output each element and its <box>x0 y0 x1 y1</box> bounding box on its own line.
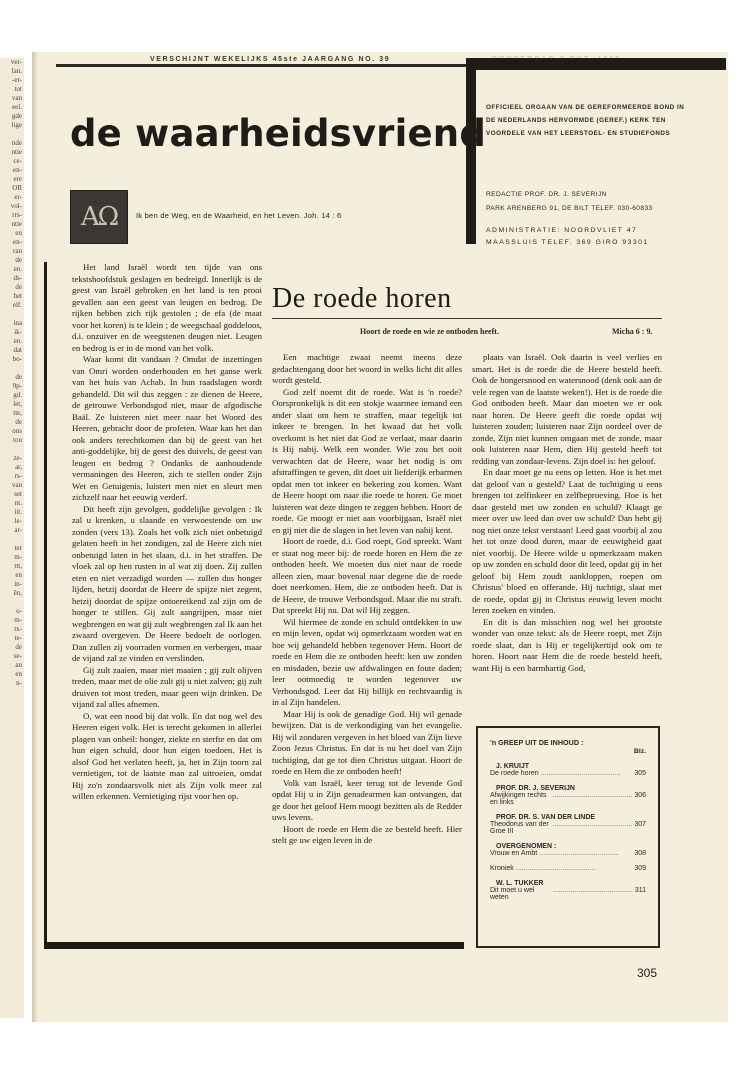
left-column-rule <box>44 262 47 948</box>
prev-page-fragment: ina <box>13 319 22 327</box>
prev-page-fragment: van <box>11 94 22 102</box>
page-number: 305 <box>637 966 658 980</box>
toc-title: Theodorus van der Groe III <box>490 821 549 835</box>
prev-page-fragment: ere <box>13 175 22 183</box>
prev-page-fragment: o- <box>16 607 22 615</box>
prev-page-fragment: ze- <box>13 454 22 462</box>
prev-page-fragment: bo- <box>12 355 22 363</box>
prev-page-fragment: ds- <box>13 274 22 282</box>
prev-page-fragment: te- <box>14 634 22 642</box>
prev-page-fragment: en. <box>13 265 22 273</box>
admin-line: ADMINISTRATIE: NOORDVLIET 47 <box>486 227 638 234</box>
prev-page-fragment: de <box>15 256 22 264</box>
toc-page-label: Blz. <box>633 748 646 755</box>
prev-page-fragment: tx- <box>14 625 22 633</box>
paragraph: plaats van Israël. Ook daarin is veel verlies en smart. Het is de roede die de Heere besteld heeft. Ook de hongersnood en watersnood (denk ook aan de vele regen van de laatste weken!). Het is de roede die God ontboden heeft. Maar dan moeten we er ook naar horen. De Heere geeft die roede opdat wij luisteren zouden; luisteren naar Zijn oordeel over de zonde, Zijn niet kunnen omgaan met de zonde, maar ook luisteren naar Hem, dien Hij gesteld heeft tot redding van zondaar-levens. Zijn doel is: het geloof. <box>472 352 662 466</box>
toc-header <box>490 738 646 755</box>
header-top-strip <box>476 58 726 70</box>
toc-leader: ......................................... <box>540 770 621 777</box>
prev-page-fragment: -er- <box>12 76 22 84</box>
column-3 <box>472 352 662 674</box>
prev-page-fragment: rrs- <box>12 211 22 219</box>
toc-page: 306 <box>634 792 646 799</box>
toc-item <box>490 865 646 872</box>
prev-page-fragment: en- <box>13 166 22 174</box>
title-rule <box>272 318 662 319</box>
header-rule <box>56 64 466 67</box>
paragraph: God zelf noemt dit de roede. Wat is 'n roede? Oorspronkelijk is dit een stokje waarmee iemand een ander slaat om hem te straffen, maar tegelijk tot inkeer te brengen. In het kwaad dat het volk overkomt is het niet dat God ze verlaat, maar daarin is Hij nabij. Welk een wonder. Wie zou het ooit verwachten dat de Heere, waar het nodig is om afstraffingen te geven, dit doet uit liefderijk erbarmen opdat men tot inkeer en bekering zou komen. Want de Heere hoopt om naar die roede te horen. Ge moet luisteren wat deze dingen te zeggen hebben. Hoort de roede. Ge moogt er niet aan voorbijgaan, Israël niet en gij niet die de slagen in het leven van nabij kent. <box>272 386 462 535</box>
prev-page-fragment: OR <box>12 184 22 192</box>
previous-page-edge <box>0 58 24 1018</box>
column-2 <box>272 352 462 847</box>
toc-title: Vrouw en Ambt <box>490 850 538 857</box>
prev-page-fragment: ran <box>13 247 22 255</box>
editor-address: PARK ARENBERG 91, DE BILT TELEF. 030-60833 <box>486 205 653 212</box>
editor-line: REDACTIE PROF. DR. J. SEVERIJN <box>486 191 607 198</box>
toc-title: De roede horen <box>490 770 539 777</box>
paragraph: Waar komt dit vandaan ? Omdat de inzettingen van Omri worden onderhouden en het ganse werk van het huis van Achab. In hun raadslagen wordt gehandeld. Dit wil dus zeggen : ze dienen de Heere, de getrouwe Verbondsgod niet, maar de afgodische Baäl. Ze luisteren niet meer naar het Woord des Heeren, gebracht door de profeten. Waar kan het dan ook anders terechtkomen dan bij de geest van het anti-goddelijke, bij de geest des duivels, de geest van leugen en bedrog ? Ondanks de aanhoudende vermaningen des Heeren, zich te stellen onder Zijn Wet en Getuigenis, luistert men niet en sleurt men zichzelf naar het eeuwig verderf. <box>72 354 262 502</box>
editorial-info <box>486 188 716 216</box>
article-subtitle: Hoort de roede en wie ze ontboden heeft. <box>360 327 499 336</box>
prev-page-fragment: gd. <box>13 391 22 399</box>
prev-page-fragment: ntie <box>11 148 22 156</box>
prev-page-fragment: let, <box>13 400 22 408</box>
page-fold <box>32 52 38 1022</box>
toc-title: Kroniek <box>490 865 514 872</box>
prev-page-fragment: de <box>15 373 22 381</box>
prev-page-fragment: er- <box>14 193 22 201</box>
toc-leader: ......................................... <box>553 887 633 894</box>
prev-page-fragment: tot <box>14 85 22 93</box>
paragraph: Gij zult zaaien, maar niet maaien ; gij zult olijven treden, maar met de olie zult gij u niet zalven; gij zult druiven tot most treden, maar geen wijn drinken. De vijand zal alles afnemen. <box>72 664 262 709</box>
toc-title: Dit moet u wel weten <box>490 887 535 901</box>
toc-item <box>490 843 646 857</box>
logo-text: AΩ <box>80 202 118 232</box>
prev-page-fragment: elf. <box>12 301 22 309</box>
toc-item <box>490 763 646 777</box>
paragraph: En dit is dan misschien nog wel het grootste wonder van onze tekst: als de Heere roept, met Zijn roede slaat, dan is Hij er tegelijkertijd ook om te horen. Hoort naar Hem die de roede besteld heeft, want Hij is een barmhartig God, <box>472 616 662 673</box>
toc-page: 307 <box>634 821 646 828</box>
prev-page-fragment: m- <box>14 616 22 624</box>
prev-page-fragment <box>0 364 24 373</box>
prev-page-fragment: 9p- <box>12 382 22 390</box>
table-of-contents <box>476 726 660 948</box>
alpha-omega-logo <box>70 190 128 244</box>
prev-page-fragment: ên, <box>13 589 22 597</box>
toc-leader: ......................................... <box>552 821 633 828</box>
toc-item <box>490 880 646 901</box>
prev-page-fragment: ntie <box>11 220 22 228</box>
prev-page-fragment: en- <box>13 238 22 246</box>
prev-page-fragment: tte, <box>13 409 22 417</box>
prev-page-fragment: tou <box>13 436 22 444</box>
toc-title: Afwijkingen rechts en links <box>490 792 547 806</box>
prev-page-fragment: lige <box>11 121 22 129</box>
paragraph: Maar Hij is ook de genadige God. Hij wil genade bewijzen. Dat is de verkondiging van het evangelie. Hij wil zondaren vergeven in het bloed van Zijn lieve Zoon Jezus Christus. En dat is nu het doel van Zijn tuchtiging, dat ge tot dien Christus uitgaat. Hoort de roede en Hem die ze ontboden heeft! <box>272 708 462 776</box>
prev-page-fragment <box>0 598 24 607</box>
prev-page-fragment: vol- <box>10 202 22 210</box>
administration-info <box>486 225 716 249</box>
prev-page-fragment: in- <box>14 580 22 588</box>
prev-page-fragment: se- <box>13 652 22 660</box>
toc-author: PROF. DR. S. VAN DER LINDE <box>496 814 596 821</box>
article-title: De roede horen <box>272 283 452 314</box>
paragraph: Hoort de roede en Hem die ze besteld heeft. Hier stelt ge uw eigen leven in de <box>272 823 462 845</box>
issue-line: VERSCHIJNT WEKELIJKS 45ste JAARGANG NO. 39 <box>150 56 391 63</box>
masthead: de waarheidsvriend <box>70 112 487 155</box>
toc-leader: ......................................... <box>539 850 619 857</box>
prev-page-fragment <box>0 310 24 319</box>
paragraph: Hoort de roede, d.i. God roept, God spreekt. Want er staat nog meer bij: de roede horen en Hem die ze ontboden heeft. We moeten dus niet naar de roede alleen zien, maar bovenal naar degene die de roede doet neerkomen. Hem, die ze ontboden heeft. Dat is de Heere, de trouwe Verbondsgod. Maar die nu straft. Dat spreekt Hij nu. Dat wil Hij zeggen. <box>272 536 462 615</box>
prev-page-fragment: de <box>15 643 22 651</box>
paragraph: Dit heeft zijn gevolgen, goddelijke gevolgen : Ik zal u krenken, u slaande en verwoestende om uw zonden (vers 13). Zoals het volk zich niet onbetuigd gelaten heeft in het zondigen, zal de Heere zich niet onbetuigd laten in het slaan, d.i. in het straffen. De vloek zal op hen rusten in al wat zij doen. Zij zullen eten en niet verzadigd worden — zullen dus honger lijden, hetzij doordat de Heere de spijze niet zegent, hetzij doordat de spijze ontoereikend zal zijn om de honger te stillen. Gij zult aangrijpen, maar niet wegbrengen en wat gij zult wegbrengen zal Ik aan het zwaard overgeven. De Heere bedoelt de oorlogen. Dan zullen zij voorraden vormen en verbergen, maar de vijand zal ze vinden en verslinden. <box>72 503 262 663</box>
prev-page-fragment: en <box>15 670 22 678</box>
prev-page-fragment: ter <box>14 544 22 552</box>
prev-page-fragment: ver- <box>10 58 22 66</box>
toc-author: PROF. DR. J. SEVERIJN <box>496 785 575 792</box>
bottom-rule <box>44 942 464 949</box>
motto: Ik ben de Weg, en de Waarheid, en het Leven. Joh. 14 : 6 <box>136 211 342 220</box>
publisher-info: OFFICIEEL ORGAAN VAN DE GEREFORMEERDE BOND IN DE NEDERLANDS HERVORMDE (GEREF.) KERK TEN VOORDELE VAN HET LEERSTOEL- EN STUDIEFONDS <box>486 104 685 137</box>
prev-page-fragment: ce- <box>13 157 22 165</box>
column-1 <box>72 262 262 803</box>
toc-author: W. L. TUKKER <box>496 880 544 887</box>
paragraph: Volk van Israël, keer terug tot de levende God opdat Hij u in Zijn genadearmen kan ontvangen, dat ge door het geloof Hem moogt bezitten als de Redder uws levens. <box>272 777 462 822</box>
prev-page-fragment: het <box>13 292 22 300</box>
prev-page-fragment: dat <box>13 346 22 354</box>
toc-leader: ......................................... <box>515 865 596 872</box>
prev-page-fragment: nt. <box>14 499 22 507</box>
prev-page-fragment: van <box>11 481 22 489</box>
toc-page: 309 <box>634 865 646 872</box>
toc-author: J. KRUIJT <box>496 763 530 770</box>
prev-page-fragment: de <box>15 283 22 291</box>
prev-page-fragment: eel. <box>12 103 22 111</box>
prev-page-fragment: ar, <box>15 463 22 471</box>
prev-page-fragment: an <box>15 661 22 669</box>
prev-page-fragment: iit. <box>14 508 22 516</box>
prev-page-fragment: set <box>14 490 22 498</box>
admin-address: MAASSLUIS TELEF. 369 GIRO 93301 <box>486 239 649 246</box>
toc-item <box>490 814 646 835</box>
prev-page-fragment: lan. <box>11 67 22 75</box>
prev-page-fragment: le- <box>14 517 22 525</box>
prev-page-fragment <box>0 130 24 139</box>
toc-page: 308 <box>634 850 646 857</box>
prev-page-fragment <box>0 535 24 544</box>
prev-page-fragment: ons <box>12 427 22 435</box>
prev-page-fragment: n- <box>16 679 22 687</box>
paragraph: Wil hiermee de zonde en schuld ontdekken in uw en mijn leven, opdat wij opmerkzaam worden wat en hoe wij gehandeld hebben tegenover Hem. Hoort de roede en Hem die ze ontboden heeft: ken uw zonden en misdaden, bezie uw afdwalingen en foute daden; leer ootmoedig te worden tegenover uw Verbondsgod. Leer dat Hij billijk en rechtvaardig is in al Zijn handelen. <box>272 616 462 707</box>
prev-page-fragment: ar- <box>14 526 22 534</box>
toc-page: 305 <box>634 770 646 777</box>
paragraph: Een machtige zwaai neemt ineens deze gedachtengang door het woord in welks licht dit alles wordt gesteld. <box>272 352 462 385</box>
paragraph: O, wat een nood bij dat volk. En dat nog wel des Heeren eigen volk. Het is terecht gekomen in allerlei plagen van onheil: honger, ziekte en sterfte en dat om hun eigen schuld, door hun eigen toedoen. Het is alsof God het verlaten heeft, ja, het in Zijn toorn zal vernietigen, tot de laatste man zal uitroeien, omdat Hij zo'n zondaarsvolk niet als Zijn volk meer zal willen erkennen. Vernietiging rijst voor hen op. <box>72 710 262 801</box>
prev-page-fragment: nde <box>11 139 22 147</box>
prev-page-fragment <box>0 445 24 454</box>
prev-page-fragment: gde <box>11 112 22 120</box>
prev-page-fragment: ik- <box>14 328 22 336</box>
toc-page: 311 <box>634 887 646 894</box>
toc-leader: ......................................... <box>552 792 633 799</box>
paragraph: Het land Israël wordt ten tijde van ons tekstshoofdstuk geslagen en bedreigd. Innerlijk is de geest van Israël gebroken en het land is ten prooi gevallen aan een geest van leugen en bedrog. De rijken hebben zich rijk gestolen ; de efa (de maat voor het koren) is te klein ; de weegschaal goddeloos, d.i. onzuiver en de weegstenen deugen niet. Leugen en bedrog is er in de mond van het volk. <box>72 262 262 353</box>
paragraph: En daar moet ge nu eens op letten. Hoe is het met dat geloof van u gesteld? Laat de tuchtiging u eens brengen tot zelfinkeer en zelfbeproeving. Hoe is het daar gesteld met uw zonden en schuld? Klaagt ge meer over uw leed dan over uw schuld? Dan hebt gij nog niet onze tekst verstaan! Leed gaat voorbij al zou het tot onze dood duren, maar de eeuwigheid gaat niet voorbij. De Heere wilde u opmerkzaam maken op uw zonden en schuld door dit leed, opdat gij in het geloof bij Hem zoudt aankloppen, roepen om Christus' bloed en offerande. Hij tuchtigt, slaat met de roede, opdat gij in Christus eeuwig leven mocht leren zoeken en vinden. <box>472 467 662 615</box>
prev-page-fragment: en. <box>13 337 22 345</box>
prev-page-fragment: en <box>15 571 22 579</box>
toc-author: OVERGENOMEN : <box>496 843 557 850</box>
prev-page-fragment: ttt, <box>14 562 22 570</box>
prev-page-fragment: de <box>15 418 22 426</box>
prev-page-fragment: m- <box>14 553 22 561</box>
prev-page-fragment: rs- <box>14 472 22 480</box>
prev-page-fragment: en <box>15 229 22 237</box>
toc-heading: 'n GREEP UIT DE INHOUD : <box>490 738 584 747</box>
toc-item <box>490 785 646 806</box>
article-reference: Micha 6 : 9. <box>612 327 653 336</box>
